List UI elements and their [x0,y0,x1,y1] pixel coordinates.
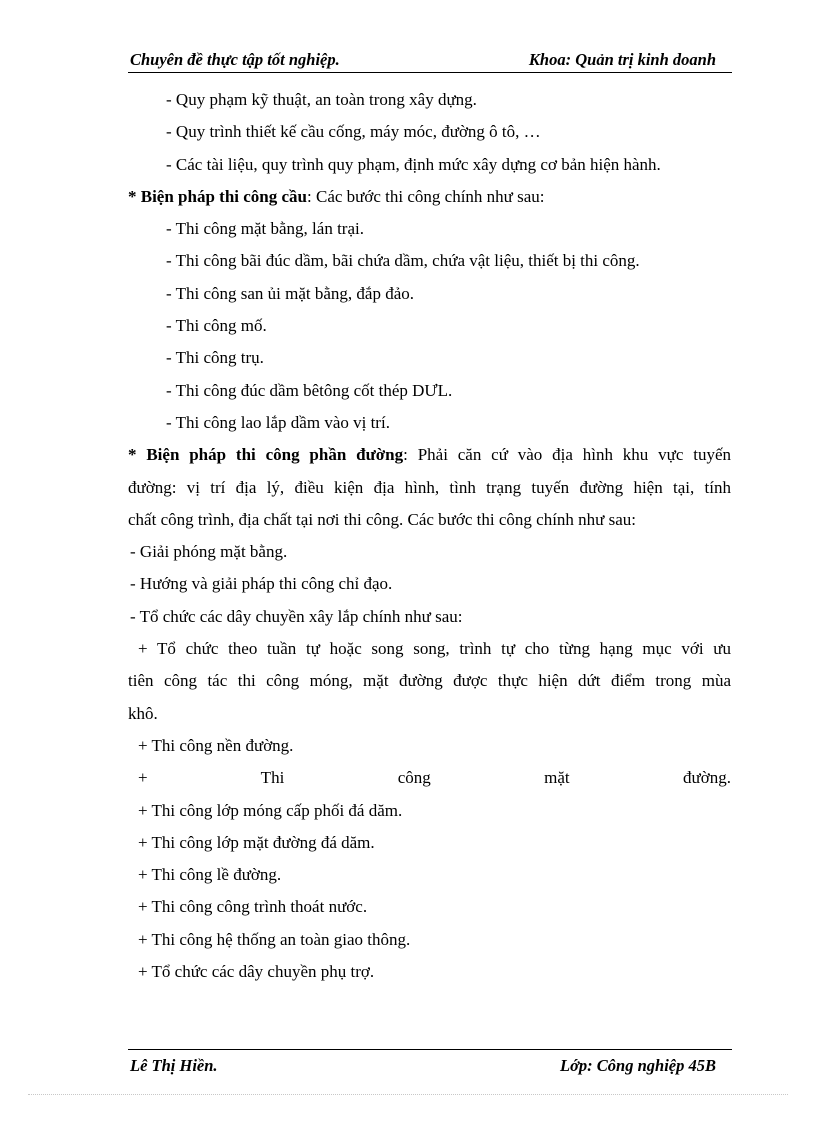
paragraph-line: - Thi công trụ. [166,348,264,368]
page-bottom-divider [28,1094,788,1095]
section-heading-label: * Biện pháp thi công cầu [128,186,308,206]
paragraph-line: chất công trình, địa chất tại nơi thi công. Các bước thi công chính như sau: [128,509,637,529]
section-heading-label: * Biện pháp thi công phần đường [128,445,404,465]
document-body [128,84,731,988]
section-heading-bridge [128,181,731,213]
paragraph-line: - Quy trình thiết kế cầu cống, máy móc, đường ô tô, … [166,122,541,142]
page-header [128,48,732,73]
paragraph-line: đường: vị trí địa lý, điều kiện địa hình, tình trạng tuyến đường hiện tại, tính [128,477,731,497]
paragraph-line: - Giải phóng mặt bằng. [130,542,288,562]
paragraph-line: khô. [128,703,158,723]
paragraph-line: + Tổ chức theo tuần tự hoặc song song, trình tự cho từng hạng mục với ưu [138,639,731,659]
paragraph-line: tiên công tác thi công móng, mặt đường được thực hiện dứt điểm trong mùa [128,671,731,691]
paragraph-line: - Thi công lao lắp dầm vào vị trí. [166,412,390,432]
paragraph-line: + Thi công công trình thoát nước. [138,897,368,917]
paragraph-line: - Thi công bãi đúc dầm, bãi chứa dầm, chứa vật liệu, thiết bị thi công. [166,251,640,271]
footer-class: Lớp: Công nghiệp 45B [559,1056,716,1075]
paragraph-line: - Thi công mố. [166,316,267,336]
paragraph-line: - Các tài liệu, quy trình quy phạm, định mức xây dựng cơ bản hiện hành. [166,154,661,174]
paragraph-line: - Quy phạm kỹ thuật, an toàn trong xây dựng. [166,90,477,109]
paragraph-line: - Hướng và giải pháp thi công chỉ đạo. [130,574,393,594]
paragraph-line: + Thi công nền đường. [138,735,294,755]
paragraph-line: - Thi công mặt bằng, lán trại. [166,219,364,239]
paragraph-line: + Thi công lớp mặt đường đá dăm. [138,832,375,852]
paragraph-line: + Thi công lớp móng cấp phối đá dăm. [138,800,403,820]
paragraph-line: + Thi công lề đường. [138,865,282,885]
page-footer [128,1049,732,1076]
paragraph-line: - Tổ chức các dây chuyền xây lắp chính như sau: [130,606,463,626]
paragraph-line: + Thi công mặt đường. [138,768,731,788]
section-heading-road [128,439,731,471]
paragraph-line: + Thi công hệ thống an toàn giao thông. [138,929,411,949]
footer-author: Lê Thị Hiền. [130,1056,218,1075]
paragraph-line: - Thi công san ủi mặt bằng, đắp đảo. [166,283,415,303]
header-department: Khoa: Quản trị kinh doanh [528,50,716,69]
section-heading-text: : Các bước thi công chính như sau: [307,186,545,206]
paragraph-line: - Thi công đúc dầm bêtông cốt thép DƯL. [166,380,453,400]
header-title: Chuyên đề thực tập tốt nghiệp. [130,50,340,69]
paragraph-line: + Tổ chức các dây chuyền phụ trợ. [138,962,375,982]
section-heading-text: : Phải căn cứ vào địa hình khu vực tuyến [403,445,731,465]
